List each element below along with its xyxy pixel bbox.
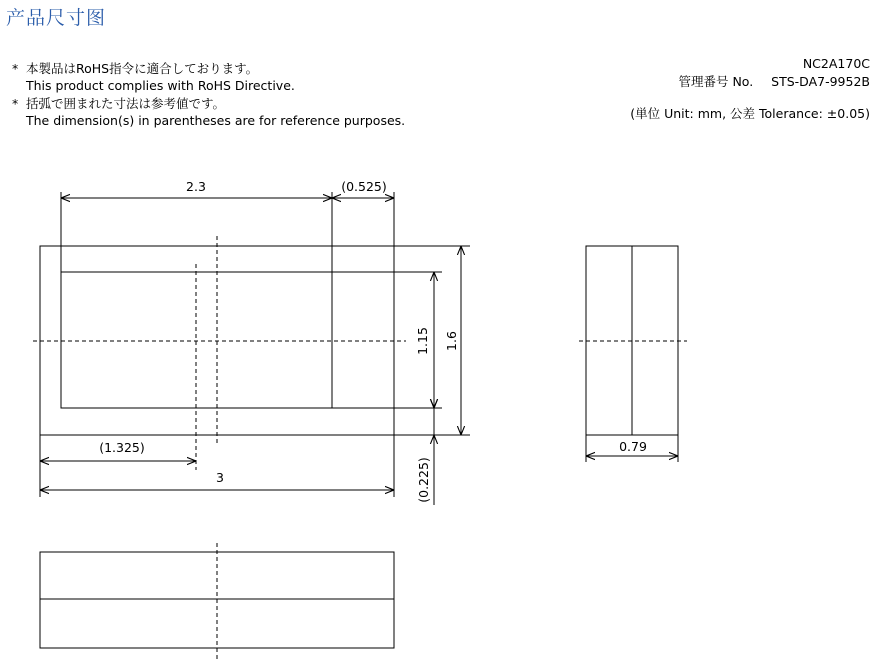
note-bullet-2: *	[12, 96, 19, 111]
control-number-label: 管理番号 No.	[678, 74, 754, 89]
dim-1-6-label: 1.6	[444, 331, 459, 351]
note-rohs-en: This product complies with RoHS Directive.	[26, 78, 295, 93]
dim-1-15-label: 1.15	[415, 327, 430, 355]
front-view	[33, 236, 406, 470]
dim-0-79-label: 0.79	[619, 439, 647, 454]
side-view	[579, 246, 687, 462]
note-ref-jp: 括弧で囲まれた寸法は参考値です。	[26, 96, 226, 111]
dim-0-525-label: (0.525)	[341, 179, 387, 194]
control-number: STS-DA7-9952B	[771, 74, 870, 89]
bottom-view	[40, 543, 394, 660]
units-tolerance: (単位 Unit: mm, 公差 Tolerance: ±0.05)	[630, 106, 870, 121]
dim-1-325-label: (1.325)	[99, 440, 145, 455]
note-bullet-1: *	[12, 61, 19, 76]
dim-0-225-label: (0.225)	[416, 457, 431, 503]
note-ref-en: The dimension(s) in parentheses are for reference purposes.	[26, 113, 406, 128]
note-rohs-jp: 本製品はRoHS指令に適合しております。	[26, 61, 259, 76]
part-number: NC2A170C	[802, 56, 870, 71]
dim-3-label: 3	[216, 470, 224, 485]
dim-2-3-label: 2.3	[186, 179, 206, 194]
page-title: 产品尺寸图	[6, 7, 107, 29]
